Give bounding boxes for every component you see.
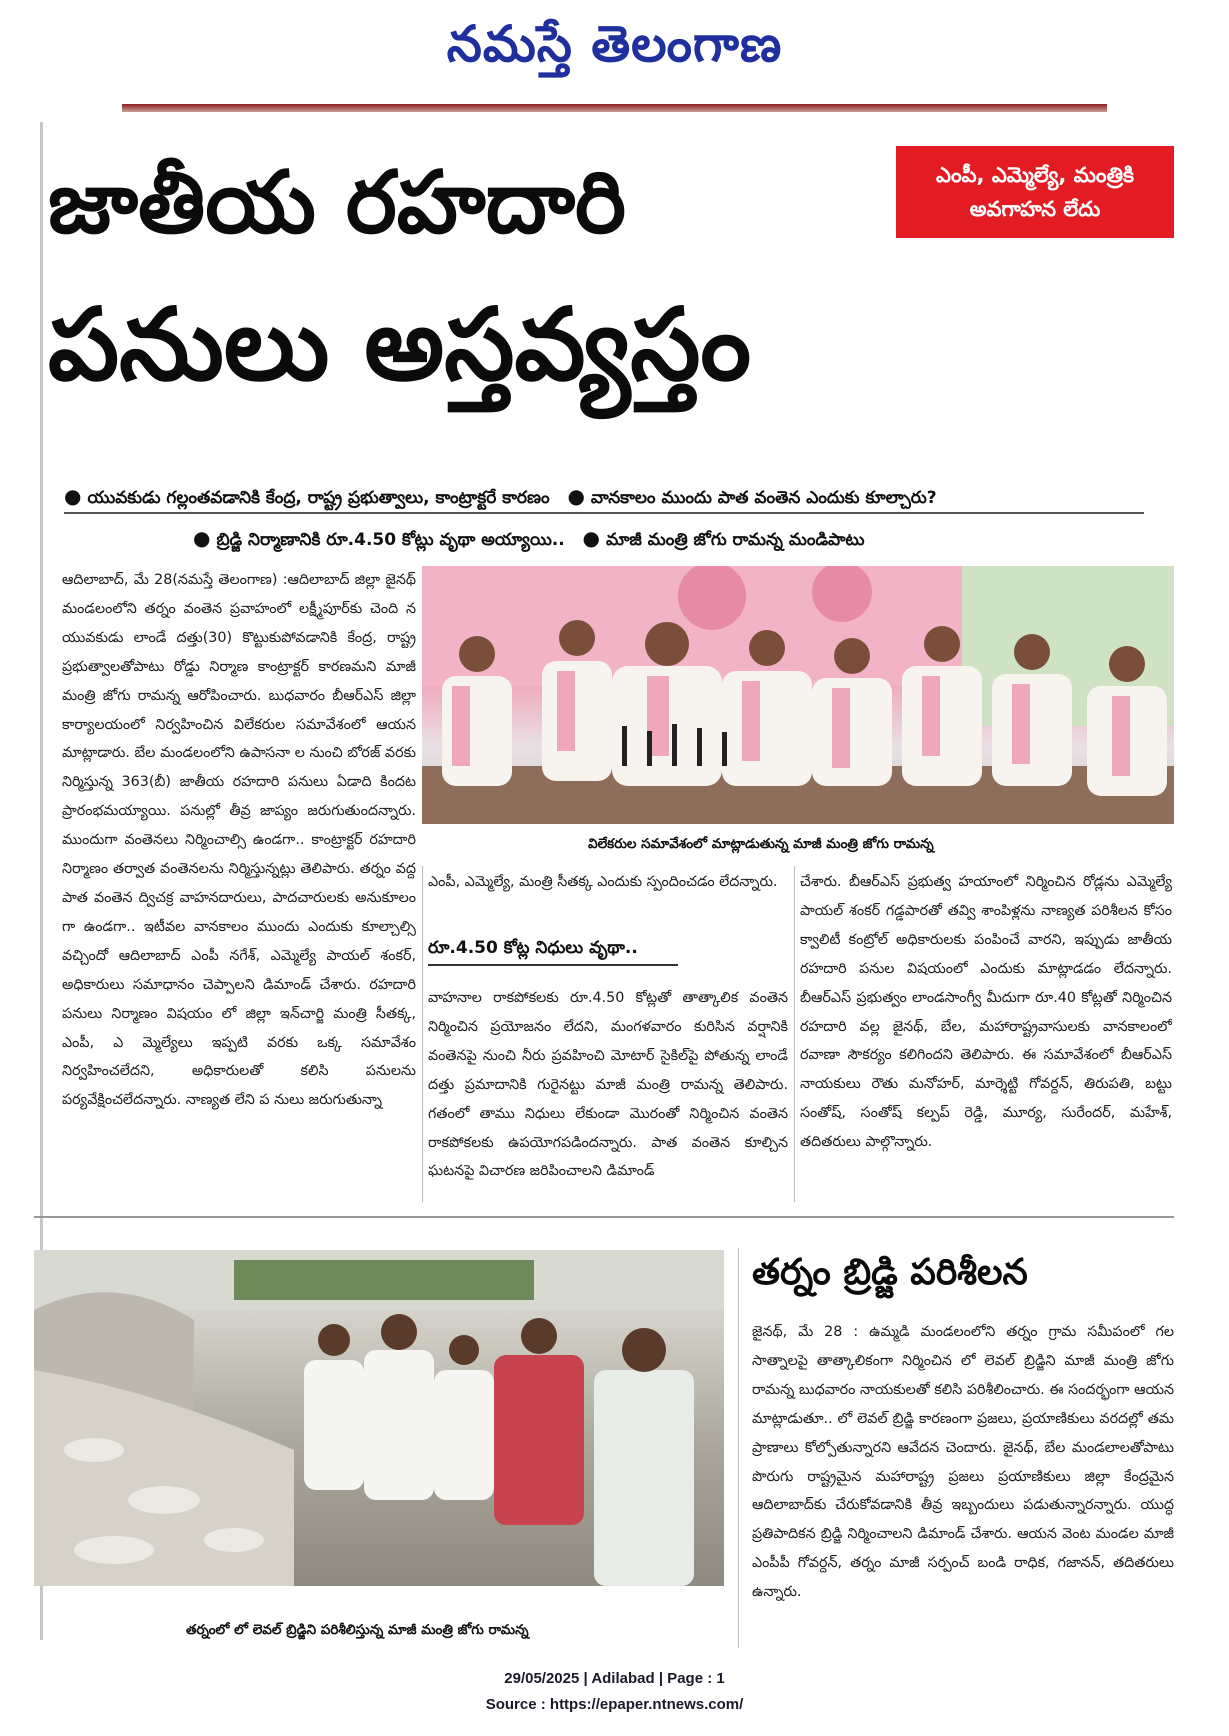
bridge-inspection-photo [34,1250,724,1586]
story1-column-3: చేశారు. బీఆర్ఎస్ ప్రభుత్వ హయాంలో నిర్మించిన రోడ్లను ఎమ్మెల్యే పాయల్ శంకర్ గడ్డపారతో తవ్వి శాంపిళ్లను నాణ్యత పరిశీలన కోసం క్వాలిటీ కంట్రోల్ అధికారులకు పంపించే వారని, ఇప్పుడు జాతీయ రహదారి పనుల విషయంలో ఎందుకు మాట్లాడడం లేదన్నారు. బీఆర్ఎస్ ప్రభుత్వం లాండసాంగ్వీ మీదుగా రూ.40 కోట్లతో నిర్మించిన రహదారి వల్ల జైనథ్, బేల, మహారాష్ట్రవాసులకు వానకాలంలో రవాణా సౌకర్యం కలిగిందని తెలిపారు. ఈ సమావేశంలో బీఆర్ఎస్ నాయకులు రౌతు మనోహర్, మార్శెట్టి గోవర్దన్, తిరుపతి, బట్టు సంతోష్, సంతోష్ కల్పప్ రెడ్డి, మూర్య, సురేందర్, మహేశ్, తదితరులు పాల్గొన్నారు. [800,874,1172,1151]
story2-body: జైనథ్, మే 28 : ఉమ్మడి మండలంలోని తర్నం గ్రామ సమీపంలో గల సాత్నాలపై తాత్కాలికంగా నిర్మించిన లో లెవల్ బ్రిడ్జిని మాజీ మంత్రి జోగు రామన్న బుధవారం నాయకులతో కలిసి పరిశీలించారు. ఈ సందర్భంగా ఆయన మాట్లాడుతూ.. లో లెవల్ బ్రిడ్జి కారణంగా ప్రజలు, ప్రయాణికులు వరదల్లో తమ ప్రాణాలు కోల్పోతున్నారని ఆవేదన చెందారు. జైనథ్, బేల మండలాలతోపాటు పొరుగు రాష్ట్రమైన మహారాష్ట్ర ప్రజలు ప్రయాణికులు జిల్లా కేంద్రమైన ఆదిలాబాద్‌కు చేరుకోవడానికి తీవ్ర ఇబ్బందులు పడుతున్నారన్నారు. యుద్ధ ప్రతిపాదికన బ్రిడ్జి నిర్మించాలని డిమాండ్ చేశారు. ఆయన వెంట మండల మాజీ ఎంపీపీ గోవర్దన్, తర్నం మాజీ సర్పంచ్ బండి రాధిక, గజానన్, తదితరులు ఉన్నారు. [752,1324,1174,1601]
bridge-inspection-illustration [34,1250,724,1586]
bullet-icon: ● [193,526,211,550]
bullet-icon: ● [64,484,82,508]
column-separator [738,1248,739,1648]
masthead: నమస్తే తెలంగాణ [446,14,783,73]
deck-row-1 [64,484,937,512]
deck-bullet-2: వానకాలం ముందు పాత వంతెన ఎందుకు కూల్చారు? [590,488,937,508]
column-separator [794,866,795,1202]
press-meet-photo-caption: విలేకరుల సమావేశంలో మాట్లాడుతున్న మాజీ మంత్రి జోగు రామన్న [588,836,934,852]
masthead-rule [122,104,1107,112]
kicker-box [896,146,1174,238]
column-separator [422,866,423,1202]
story1-subhead: రూ.4.50 కోట్ల నిధులు వృథా.. [428,938,638,958]
footer-date-edition: 29/05/2025 | Adilabad | Page : 1 [504,1670,725,1687]
headline-line-2: పనులు అస్తవ్యస్తం [48,286,752,403]
story1-column-2: ఎంపీ, ఎమ్మెల్యే, మంత్రి సీతక్క ఎందుకు స్పందించడం లేదన్నారు. [428,874,778,890]
deck-bullet-1: యువకుడు గల్లంతవడానికి కేంద్ర, రాష్ట్ర ప్రభుత్వాలు, కాంట్రాక్టరే కారణం [87,488,550,508]
deck-bullet-4: మాజీ మంత్రి జోగు రామన్న మండిపాటు [605,530,865,550]
deck-rule [64,512,1144,514]
kicker-line-1: ఎంపీ, ఎమ్మెల్యే, మంత్రికి [936,163,1134,187]
bridge-inspection-photo-caption: తర్నంలో లో లెవల్ బ్రిడ్జిని పరిశీలిస్తున్న మాజీ మంత్రి జోగు రామన్న [186,1622,529,1638]
subhead-rule [428,964,678,966]
bullet-icon: ● [582,526,600,550]
footer-source: Source : https://epaper.ntnews.com/ [485,1696,744,1713]
press-meet-illustration [422,566,1174,824]
headline-line-1: జాతీయ రహదారి [48,153,627,253]
story1-column-2-continued: వాహనాల రాకపోకలకు రూ.4.50 కోట్లతో తాత్కాలిక వంతెన నిర్మించిన ప్రయోజనం లేదని, మంగళవారం కురిసిన వర్షానికి వంతెనపై నుంచి నీరు ప్రవహించి మోటార్ సైకిల్‌పై పోతున్న లాండే దత్తు ప్రమాదానికి గురైనట్టు మాజీ మంత్రి రామన్న తెలిపారు. గతంలో తాము నిధులు లేకుండా మొరంతో నిర్మించిన వంతెన రాకపోకలకు ఉపయోగపడిందన్నారు. పాత వంతెన కూల్చిన ఘటనపై విచారణ జరిపించాలని డిమాండ్ [428,990,788,1180]
kicker-line-2: అవగాహన లేదు [969,197,1101,221]
story1-column-1: ఆదిలాబాద్, మే 28(నమస్తే తెలంగాణ) :ఆదిలాబాద్ జిల్లా జైనథ్ మండలంలోని తర్నం వంతెన ప్రవాహంలో లక్ష్మీపూర్‌కు చెంది న యువకుడు లాండే దత్తు(30) కొట్టుకుపోవడానికి కేంద్ర, రాష్ట్ర ప్రభుత్వాలతోపాటు రోడ్డు నిర్మాణ కాంట్రాక్టర్ కారణమని మాజీ మంత్రి జోగు రామన్న ఆరోపించారు. బుధవారం బీఆర్ఎస్ జిల్లా కార్యాలయంలో నిర్వహించిన విలేకరుల సమావేశంలో ఆయన మాట్లాడారు. బేల మండలంలోని ఉపాసనా ల నుంచి బోరజ్ వరకు నిర్మిస్తున్న 363(బీ) జాతీయ రహదారి పనులు ఏడాది కిందట ప్రారంభమయ్యాయి. పనుల్లో తీవ్ర జాప్యం జరుగుతుందన్నారు. ముందుగా వంతెనలు నిర్మించాల్సి ఉండగా.. కాంట్రాక్టర్ రహదారి నిర్మాణం తర్వాత వంతెనలను నిర్మిస్తున్నట్లు తెలిపారు. తర్నం వద్ద పాత వంతెన ద్విచక్ర వాహనదారులు, పాదచారులకు అనుకూలం గా ఉండగా.. ఇటీవల వానకాలం ముందు ఎందుకు కూల్చాల్సి వచ్చిందో ఆదిలాబాద్ ఎంపీ నగేశ్, ఎమ్మెల్యే పాయల్ శంకర్, అధికారులు సమాధానం చెప్పాలని డిమాండ్ చేశారు. రహదారి పనులు నిర్మాణం విషయం లో జిల్లా ఇన్‌చార్జి మంత్రి సీతక్క, ఎంపీ, ఎ మ్మెల్యేలు ఇప్పటి వరకు ఒక్క సమావేశం నిర్వహించలేదని, అధికారులతో కలిసి పనులను పర్యవేక్షించలేదన్నారు. నాణ్యత లేని ప నులు జరుగుతున్నా [62,572,416,1109]
deck-bullet-3: బ్రిడ్జి నిర్మాణానికి రూ.4.50 కోట్లు వృథా అయ్యాయి.. [216,530,565,550]
story2-title: తర్నం బ్రిడ్జి పరిశీలన [752,1252,1028,1293]
deck-row-2 [193,526,865,554]
section-divider [34,1216,1174,1218]
bullet-icon: ● [567,484,585,508]
press-meet-photo [422,566,1174,824]
